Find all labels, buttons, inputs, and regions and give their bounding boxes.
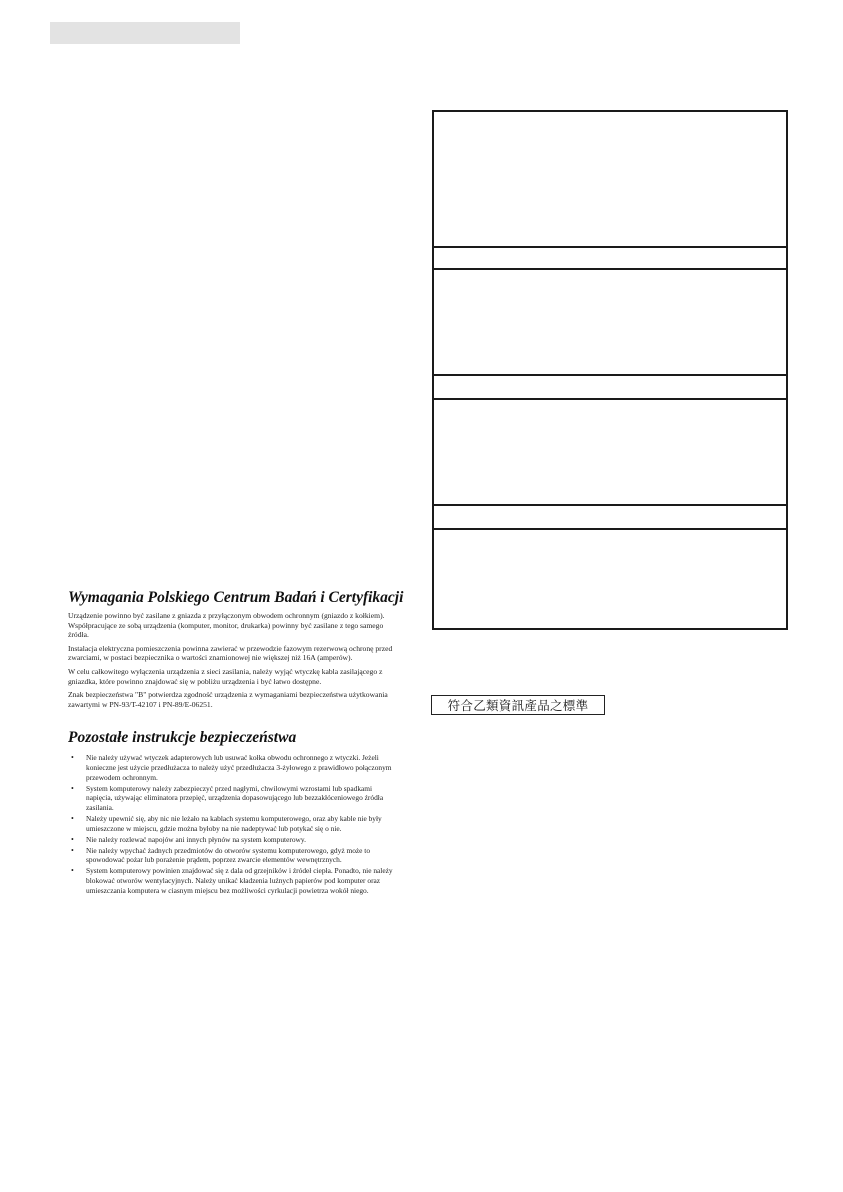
bullet-icon: • — [71, 866, 74, 876]
certification-paragraph-3: W celu całkowitego wyłączenia urządzenia z sieci zasilania, należy wyjąć wtyczkę kabla zasilającego z gniazdka, które powinno znajdować się w pobliżu urządzenia i być łatwo dostępne. — [68, 666, 383, 686]
list-item — [68, 866, 396, 895]
header-bar — [50, 22, 240, 44]
table-divider — [434, 374, 786, 376]
instruction-text: System komputerowy powinien znajdować się z dala od grzejników i źródeł ciepła. Ponadto, nie należy blokować otworów wentylacyjnych. Należy unikać kładzenia luźnych papierów pod komputer oraz umieszczania komputera w ciasnym miejscu bez możliwości cyrkulacji powietrza wokół niego. — [86, 866, 393, 895]
list-item — [68, 784, 396, 813]
safety-instructions-heading: Pozostałe instrukcje bezpieczeństwa — [68, 729, 297, 747]
polish-certification-heading: Wymagania Polskiego Centrum Badań i Certyfikacji — [68, 589, 404, 606]
bullet-icon: • — [71, 753, 74, 763]
list-item — [68, 846, 396, 865]
certification-paragraph-4: Znak bezpieczeństwa "B" potwierdza zgodność urządzenia z wymaganiami bezpieczeństwa użytkowania zawartymi w PN-93/T-42107 i PN-89/E-06251. — [68, 690, 388, 709]
table-divider — [434, 268, 786, 270]
taiwan-class-b-label: 符合乙類資訊產品之標準 — [431, 695, 605, 715]
list-item — [68, 814, 396, 833]
bullet-icon: • — [71, 783, 74, 793]
table-divider — [434, 398, 786, 400]
instruction-text: Nie należy rozlewać napojów ani innych płynów na system komputerowy. — [86, 834, 306, 844]
safety-instructions-list — [68, 753, 396, 895]
certification-paragraph-2: Instalacja elektryczna pomieszczenia powinna zawierać w przewodzie fazowym rezerwową ochronę przed zwarciami, w postaci bezpiecznika o wartości znamionowej nie większej niż 16A (amperów). — [68, 643, 393, 663]
bullet-icon: • — [71, 845, 74, 855]
empty-table-frame — [432, 110, 788, 630]
table-divider — [434, 528, 786, 530]
table-divider — [434, 504, 786, 506]
table-divider — [434, 246, 786, 248]
instruction-text: Należy upewnić się, aby nic nie leżało na kablach systemu komputerowego, oraz aby kable nie były umieszczone w miejscu, gdzie można byłoby na nie nadeptywać lub potykać się o nie. — [86, 813, 382, 833]
instruction-text: Nie należy używać wtyczek adapterowych lub usuwać kołka obwodu ochronnego z wtyczki. Jeżeli konieczne jest użycie przedłużacza to należy użyć przedłużacza 3-żyłowego z prawidłowo połączonym przewodem ochronnym. — [86, 753, 392, 782]
polish-certification-section — [68, 589, 404, 897]
list-item — [68, 753, 396, 782]
instruction-text: Nie należy wpychać żadnych przedmiotów do otworów systemu komputerowego, gdyż może to spowodować pożar lub porażenie prądem, poprzez zwarcie elementów wewnętrznych. — [86, 845, 371, 865]
instruction-text: System komputerowy należy zabezpieczyć przed nagłymi, chwilowymi wzrostami lub spadkami napięcia, używając eliminatora przepięć, urządzenia dopasowującego lub bezzakłóceniowego źródła zasilania. — [86, 783, 384, 812]
list-item — [68, 835, 396, 845]
bullet-icon: • — [71, 813, 74, 823]
bullet-icon: • — [71, 834, 74, 844]
certification-paragraph-1: Urządzenie powinno być zasilane z gniazda z przyłączonym obwodem ochronnym (gniazdo z kołkiem). Współpracujące ze sobą urządzenia (komputer, monitor, drukarka) powinny być zasilane z tego samego źródła. — [68, 611, 385, 640]
